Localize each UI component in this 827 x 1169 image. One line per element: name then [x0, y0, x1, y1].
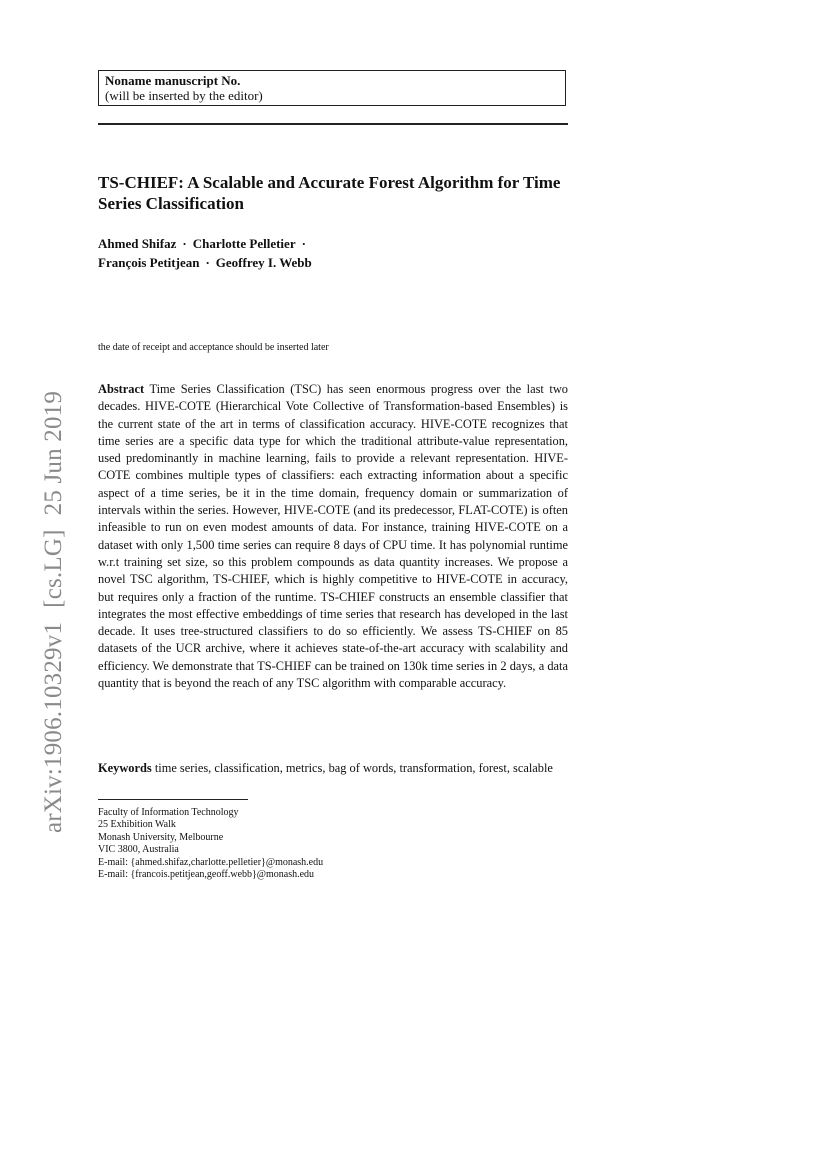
email-line: E-mail: {francois.petitjean,geoff.webb}@monash.edu — [98, 869, 315, 881]
affiliation-line: 25 Exhibition Walk — [98, 819, 176, 831]
abstract-label: Abstract — [98, 382, 145, 396]
dates-note: the date of receipt and acceptance should be inserted later — [98, 342, 329, 353]
author-list — [98, 234, 568, 272]
author-name: Charlotte Pelletier — [192, 236, 296, 251]
abstract-text: Time Series Classification (TSC) has seen enormous progress over the last two decades. HIVE-COTE (Hierarchical Vote Collective of Transformation-based Ensembles) is the current state of the art in terms of classification accuracy. HIVE-COTE recognizes that time series are a specific data type for which the traditional attribute-value representation, used predominantly in machine learning, fails to provide a relevant representation. HIVE-COTE combines multiple types of classifiers: each extracting information about a specific aspect of a time series, be it in the time domain, frequency domain or summarization of intervals within the series. However, HIVE-COTE (and its predecessor, FLAT-COTE) is often infeasible to run on even modest amounts of data. For instance, training HIVE-COTE on a dataset with only 1,500 time series can require 8 days of CPU time. It has polynomial runtime w.r.t training set size, so this problem compounds as data quantity increases. We propose a novel TSC algorithm, TS-CHIEF, which is highly competitive to HIVE-COTE in accuracy, but requires only a fraction of the runtime. TS-CHIEF constructs an ensemble classifier that integrates the most effective embeddings of time series that research has developed in the last decade. It uses tree-structured classifiers to do so efficiently. We assess TS-CHIEF on 85 datasets of the UCR archive, where it achieves state-of-the-art accuracy with scalability and efficiency. We demonstrate that TS-CHIEF can be trained on 130k time series in 2 days, a data quantity that is beyond the reach of any TSC algorithm with comparable accuracy. — [98, 382, 569, 691]
keywords — [98, 760, 568, 777]
author-name: François Petitjean — [98, 255, 200, 270]
editor-box — [98, 70, 566, 106]
arxiv-date: 25 Jun 2019 — [40, 390, 67, 516]
affiliation-footnote — [98, 807, 568, 881]
email-line: E-mail: {ahmed.shifaz,charlotte.pelletier}@monash.edu — [98, 856, 324, 868]
author-separator: · — [182, 236, 187, 251]
author-name: Geoffrey I. Webb — [215, 255, 312, 270]
author-separator: · — [205, 255, 210, 270]
editor-note: (will be inserted by the editor) — [105, 88, 263, 103]
author-row-2 — [98, 253, 568, 272]
affiliation-line: VIC 3800, Australia — [98, 844, 179, 856]
arxiv-stamp — [40, 391, 68, 833]
author-name: Ahmed Shifaz — [98, 236, 177, 251]
keywords-label: Keywords — [98, 761, 152, 775]
arxiv-id: arXiv:1906.10329v1 — [40, 621, 67, 834]
header-rule — [98, 123, 568, 125]
footnote-rule — [98, 799, 248, 800]
manuscript-number: Noname manuscript No. — [105, 73, 241, 88]
paper-title: TS-CHIEF: A Scalable and Accurate Forest Algorithm for Time Series Classification — [98, 173, 561, 213]
affiliation-line: Monash University, Melbourne — [98, 831, 224, 843]
author-separator: · — [301, 236, 306, 251]
author-row-1 — [98, 234, 568, 253]
abstract — [98, 381, 568, 692]
arxiv-category: [cs.LG] — [40, 529, 67, 608]
keywords-text: time series, classification, metrics, bag of words, transformation, forest, scalable — [154, 761, 553, 775]
affiliation-line: Faculty of Information Technology — [98, 807, 239, 818]
